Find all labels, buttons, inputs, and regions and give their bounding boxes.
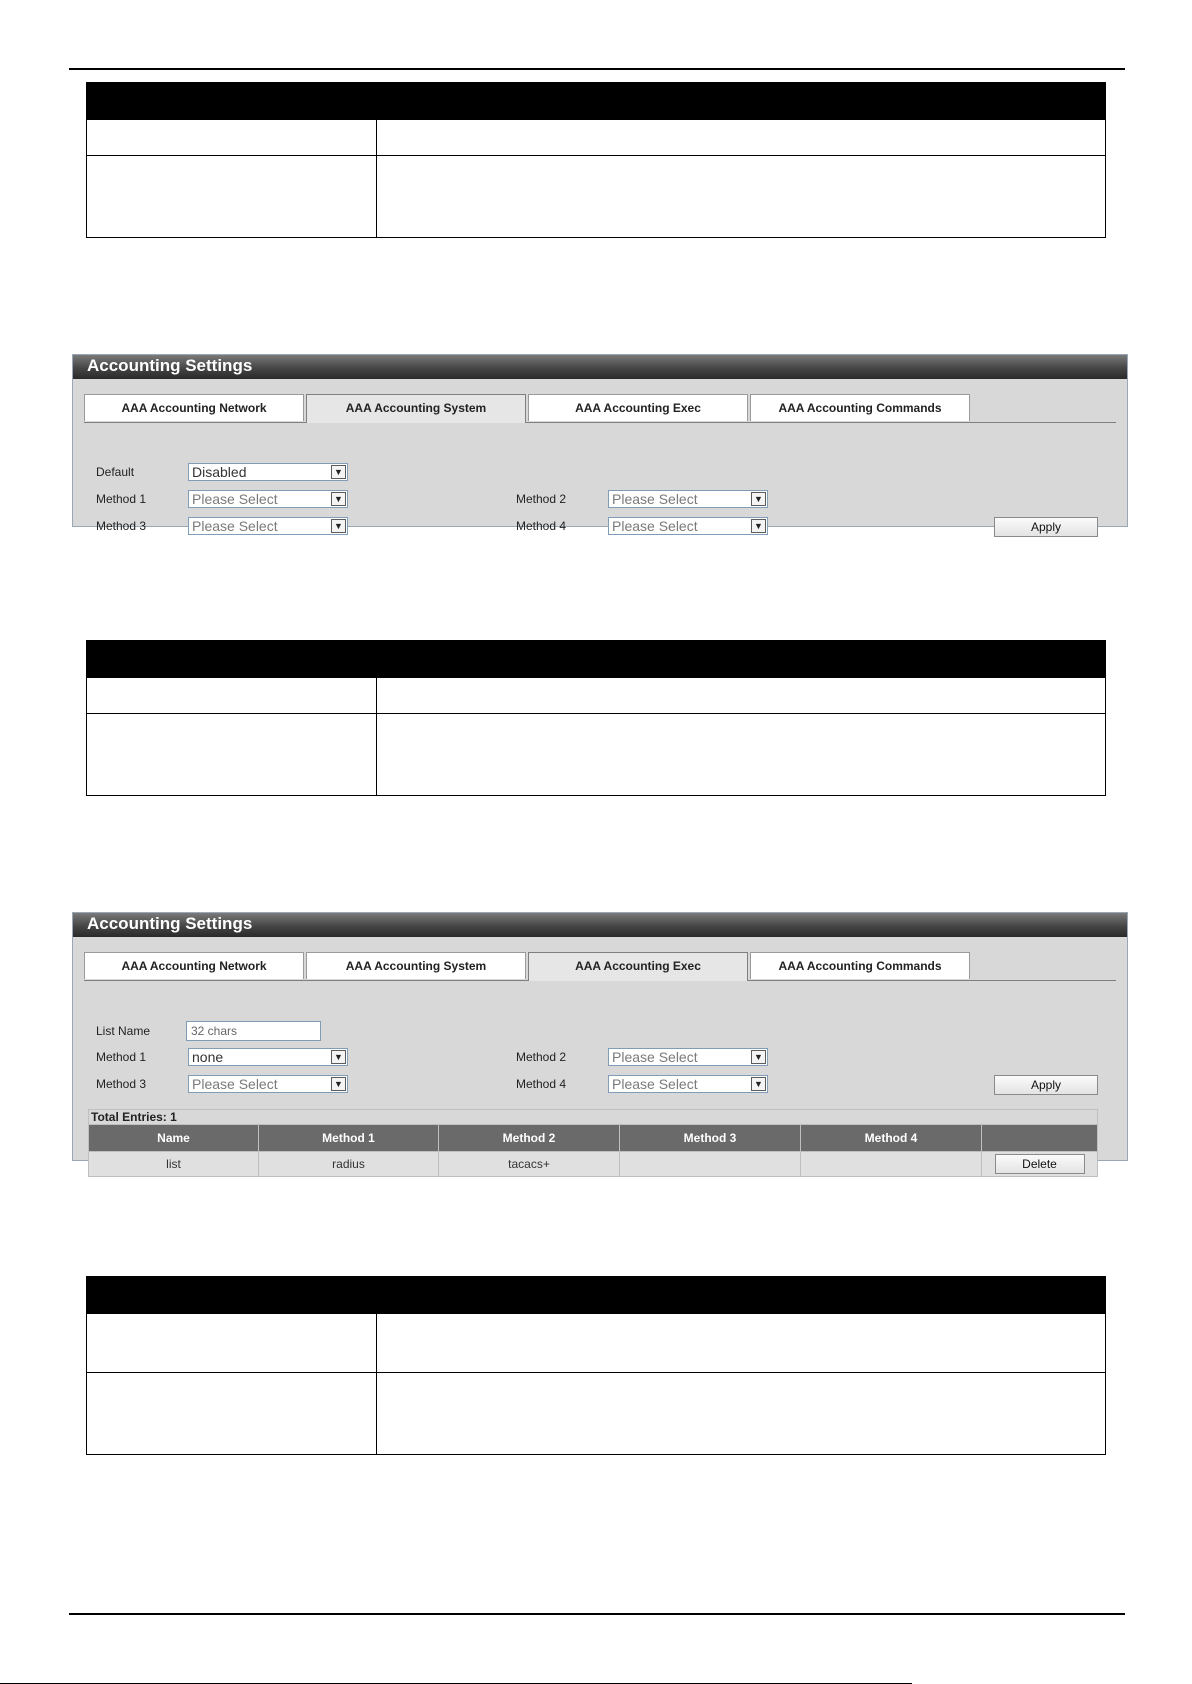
table-cell [377,156,1106,238]
parameter-table-1 [86,82,1106,238]
method2-label: Method 2 [516,1050,567,1064]
accounting-list-table [88,1124,1098,1177]
footer-rule [69,1613,1125,1615]
list-name-label: List Name [96,1024,151,1038]
table-cell [377,1373,1106,1455]
method4-label: Method 4 [516,1077,567,1091]
list-name-input[interactable]: 32 chars [186,1021,321,1041]
total-entries: Total Entries: 1 [88,1109,1098,1124]
entries-section [88,1109,1098,1177]
header-rule [69,68,1125,70]
method3-select[interactable] [188,517,348,535]
default-select[interactable] [188,463,348,481]
method2-select-value: Please Select [612,491,698,507]
accounting-settings-panel-exec [72,912,1128,1171]
tab-aaa-accounting-commands[interactable]: AAA Accounting Commands [750,952,970,979]
table-cell [87,1314,377,1373]
chevron-down-icon: ▼ [331,1077,346,1091]
chevron-down-icon: ▼ [751,519,766,533]
tab-aaa-accounting-commands[interactable]: AAA Accounting Commands [750,394,970,421]
tab-aaa-accounting-system[interactable]: AAA Accounting System [306,394,526,423]
table-cell [87,156,377,238]
apply-button[interactable]: Apply [994,517,1098,537]
method4-select-value: Please Select [612,518,698,534]
method1-select-value: none [192,1049,224,1065]
method3-select-value: Please Select [192,1076,278,1092]
table-header [87,641,377,678]
chevron-down-icon: ▼ [751,1050,766,1064]
method2-select[interactable] [608,1048,768,1066]
cell-method3 [620,1152,801,1177]
method1-select[interactable] [188,1048,348,1066]
table-cell [377,714,1106,796]
method1-label: Method 1 [96,492,147,506]
default-label: Default [96,465,135,479]
chevron-down-icon: ▼ [331,1050,346,1064]
cell-name: list [89,1152,259,1177]
method1-select[interactable] [188,490,348,508]
delete-button[interactable]: Delete [995,1154,1085,1174]
parameter-table-3 [86,1276,1106,1455]
method2-select[interactable] [608,490,768,508]
cell-action [982,1152,1098,1177]
table-cell [87,678,377,714]
method4-select[interactable] [608,517,768,535]
table-header [377,1277,1106,1314]
chevron-down-icon: ▼ [331,519,346,533]
column-header-method4: Method 4 [801,1125,982,1152]
method2-label: Method 2 [516,492,567,506]
chevron-down-icon: ▼ [751,1077,766,1091]
table-cell [377,678,1106,714]
table-header [87,1277,377,1314]
method1-select-value: Please Select [192,491,278,507]
cell-method4 [801,1152,982,1177]
column-header-method1: Method 1 [259,1125,439,1152]
tab-aaa-accounting-system[interactable]: AAA Accounting System [306,952,526,979]
panel-title: Accounting Settings [73,913,1127,937]
method3-label: Method 3 [96,519,147,533]
panel-title: Accounting Settings [73,355,1127,379]
table-cell [87,1373,377,1455]
table-cell [87,120,377,156]
apply-button[interactable]: Apply [994,1075,1098,1095]
tab-aaa-accounting-exec[interactable]: AAA Accounting Exec [528,952,748,981]
column-header-name: Name [89,1125,259,1152]
table-header-row [89,1125,1098,1152]
table-cell [87,714,377,796]
parameter-table-2 [86,640,1106,796]
tab-aaa-accounting-network[interactable]: AAA Accounting Network [84,394,304,421]
chevron-down-icon: ▼ [751,492,766,506]
method3-select[interactable] [188,1075,348,1093]
method3-label: Method 3 [96,1077,147,1091]
tab-bar [84,394,1116,423]
tab-bar [84,952,1116,981]
table-cell [377,120,1106,156]
method2-select-value: Please Select [612,1049,698,1065]
method4-select-value: Please Select [612,1076,698,1092]
method3-select-value: Please Select [192,518,278,534]
column-header-method3: Method 3 [620,1125,801,1152]
tab-aaa-accounting-exec[interactable]: AAA Accounting Exec [528,394,748,421]
column-header-method2: Method 2 [439,1125,620,1152]
table-header [377,641,1106,678]
method4-select[interactable] [608,1075,768,1093]
table-header [377,83,1106,120]
tab-aaa-accounting-network[interactable]: AAA Accounting Network [84,952,304,979]
table-cell [377,1314,1106,1373]
default-select-value: Disabled [192,464,247,480]
table-header [87,83,377,120]
method1-label: Method 1 [96,1050,147,1064]
cell-method1: radius [259,1152,439,1177]
cell-method2: tacacs+ [439,1152,620,1177]
chevron-down-icon: ▼ [331,465,346,479]
method4-label: Method 4 [516,519,567,533]
table-row [89,1152,1098,1177]
column-header-action [982,1125,1098,1152]
accounting-settings-panel-system [72,354,1128,534]
chevron-down-icon: ▼ [331,492,346,506]
